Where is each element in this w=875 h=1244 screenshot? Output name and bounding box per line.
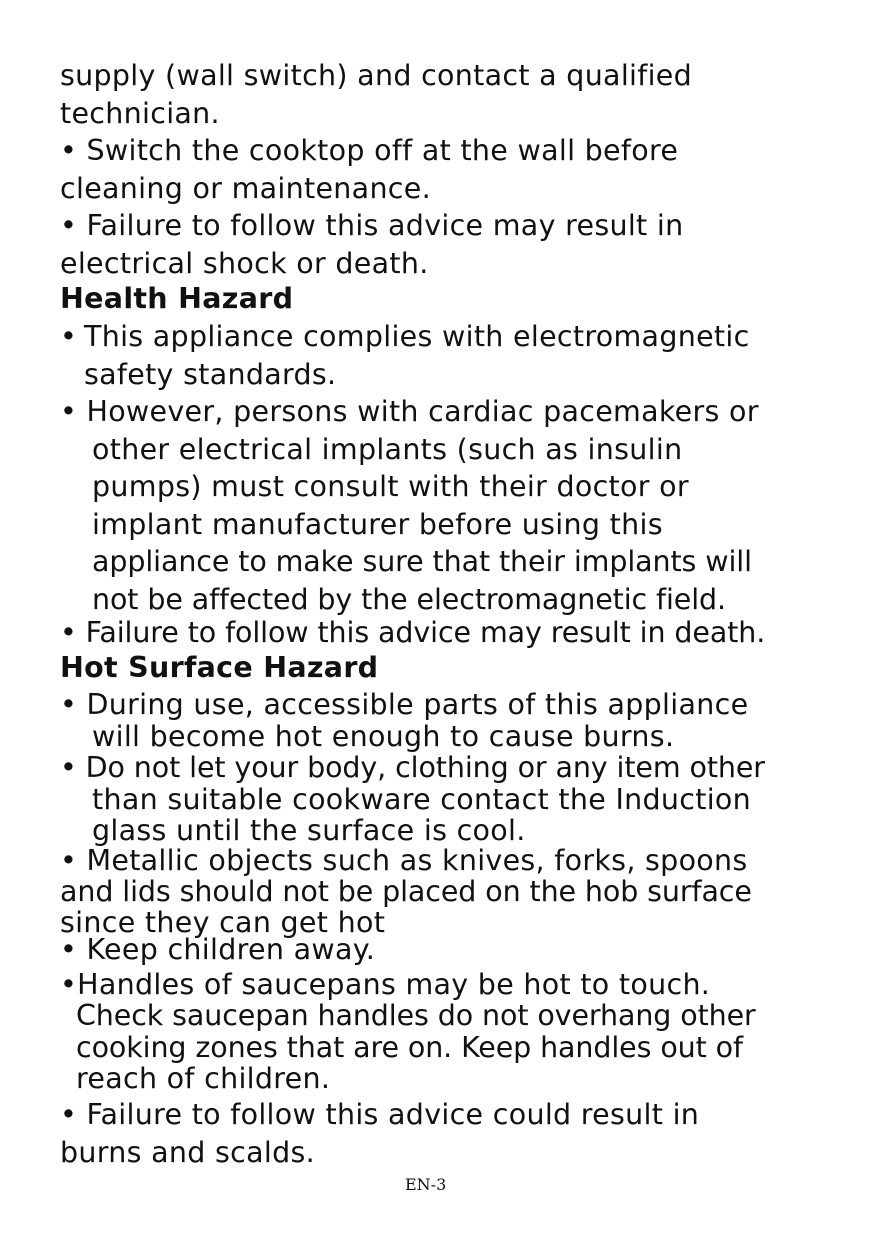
text-line: not be affected by the electromagnetic field. <box>92 583 727 616</box>
text-line: • Failure to follow this advice may result in <box>60 209 684 242</box>
text-line: reach of children. <box>76 1062 331 1095</box>
text-line: safety standards. <box>84 358 337 391</box>
section-heading: Health Hazard <box>60 282 294 315</box>
section-heading: Hot Surface Hazard <box>60 651 379 684</box>
text-line: appliance to make sure that their implants will <box>92 545 752 578</box>
text-line: • During use, accessible parts of this appliance <box>60 688 749 721</box>
text-line: cleaning or maintenance. <box>60 172 431 205</box>
page-number: EN-3 <box>405 1175 447 1194</box>
text-line: Check saucepan handles do not overhang other <box>76 999 756 1032</box>
text-line: • Switch the cooktop off at the wall before <box>60 134 679 167</box>
text-line: • Metallic objects such as knives, forks, spoons <box>60 844 748 877</box>
text-line: electrical shock or death. <box>60 247 429 280</box>
text-line: • Do not let your body, clothing or any item other <box>60 751 765 784</box>
text-line: cooking zones that are on. Keep handles out of <box>76 1031 743 1064</box>
text-line: • Keep children away. <box>60 933 376 966</box>
text-line: • However, persons with cardiac pacemakers or <box>60 395 759 428</box>
text-line: pumps) must consult with their doctor or <box>92 470 689 503</box>
text-line: and lids should not be placed on the hob surface <box>60 875 752 908</box>
text-line: technician. <box>60 97 220 130</box>
text-line: other electrical implants (such as insulin <box>92 433 683 466</box>
text-line: supply (wall switch) and contact a qualified <box>60 59 693 92</box>
text-line: since they can get hot <box>60 906 386 939</box>
text-line: This appliance complies with electromagnetic <box>84 320 750 353</box>
text-line: glass until the surface is cool. <box>92 814 526 847</box>
text-line: burns and scalds. <box>60 1136 316 1169</box>
text-line: will become hot enough to cause burns. <box>92 720 675 753</box>
text-line: • Failure to follow this advice could result in <box>60 1098 700 1131</box>
text-line: than suitable cookware contact the Induction <box>92 783 752 816</box>
text-line: •Handles of saucepans may be hot to touch. <box>60 968 711 1001</box>
text-line: implant manufacturer before using this <box>92 508 663 541</box>
bullet-icon: • <box>60 320 78 353</box>
text-line: • Failure to follow this advice may result in death. <box>60 616 766 649</box>
